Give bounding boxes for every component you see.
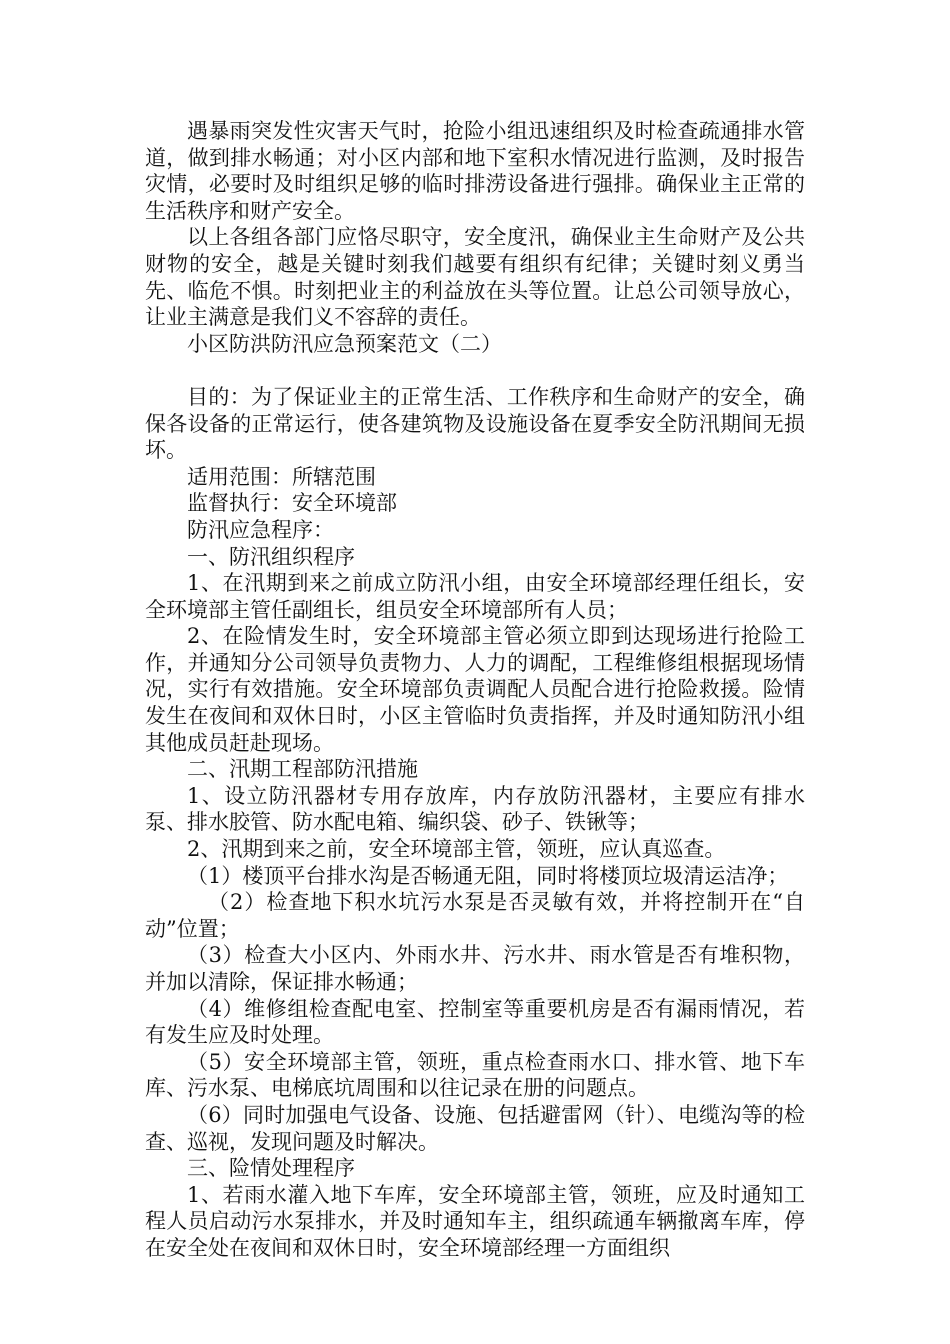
paragraph-duty-statement: 以上各组各部门应恪尽职守，安全度汛，确保业主生命财产及公共财物的安全，越是关键时刻我们越要有组织有纪律；关键时刻义勇当先、临危不惧。时刻把业主的利益放在头等位置。让总公司领导放心，让业主满意是我们义不容辞的责任。 bbox=[145, 225, 805, 330]
heading-organization: 一、防汛组织程序 bbox=[187, 544, 355, 569]
paragraph-check-4: （4）维修组检查配电室、控制室等重要机房是否有漏雨情况，若有发生应及时处理。 bbox=[145, 996, 805, 1048]
paragraph-scope: 适用范围：所辖范围 bbox=[187, 464, 376, 489]
paragraph-procedure-heading: 防汛应急程序： bbox=[187, 517, 334, 542]
paragraph-measures-2: 2、汛期到来之前，安全环境部主管，领班，应认真巡查。 bbox=[187, 837, 726, 862]
document-page bbox=[145, 118, 805, 1262]
paragraph-check-1: （1）楼顶平台排水沟是否畅通无阻，同时将楼顶垃圾清运洁净； bbox=[187, 863, 789, 888]
heading-hazard-handling: 三、险情处理程序 bbox=[187, 1156, 355, 1181]
blank-line bbox=[145, 357, 805, 384]
paragraph-supervision: 监督执行：安全环境部 bbox=[187, 491, 397, 516]
paragraph-check-3: （3）检查大小区内、外雨水井、污水井、雨水管是否有堆积物，并加以清除，保证排水畅通； bbox=[145, 943, 805, 994]
paragraph-org-1: 1、在汛期到来之前成立防汛小组，由安全环境部经理任组长，安全环境部主管任副组长，组员安全环境部所有人员； bbox=[145, 571, 805, 622]
section-title: 小区防洪防汛应急预案范文（二） bbox=[187, 331, 502, 356]
paragraph-hazard-1: 1、若雨水灌入地下车库，安全环境部主管，领班，应及时通知工程人员启动污水泵排水，并及时通知车主，组织疏通车辆撤离车库，停在安全处在夜间和双休日时，安全环境部经理一方面组织 bbox=[145, 1182, 805, 1260]
paragraph-purpose: 目的：为了保证业主的正常生活、工作秩序和生命财产的安全，确保各设备的正常运行，使各建筑物及设施设备在夏季安全防汛期间无损坏。 bbox=[145, 384, 805, 463]
paragraph-org-2: 2、在险情发生时，安全环境部主管必须立即到达现场进行抢险工作，并通知分公司领导负责物力、人力的调配，工程维修组根据现场情况，实行有效措施。安全环境部负责调配人员配合进行抢险救援。险情发生在夜间和双休日时，小区主管临时负责指挥，并及时通知防汛小组其他成员赶赴现场。 bbox=[145, 624, 805, 755]
paragraph-storm-response: 遇暴雨突发性灾害天气时，抢险小组迅速组织及时检查疏通排水管道，做到排水畅通；对小区内部和地下室积水情况进行监测，及时报告灾情，必要时及时组织足够的临时排涝设备进行强排。确保业主正常的生活秩序和财产安全。 bbox=[145, 119, 805, 223]
paragraph-check-5: （5）安全环境部主管，领班，重点检查雨水口、排水管、地下车库、污水泵、电梯底坑周围和以往记录在册的问题点。 bbox=[145, 1049, 805, 1101]
paragraph-check-2: （2）检查地下积水坑污水泵是否灵敏有效，并将控制开在“自动”位置； bbox=[145, 890, 805, 941]
paragraph-check-6: （6）同时加强电气设备、设施、包括避雷网（针）、电缆沟等的检查、巡视，发现问题及时解决。 bbox=[145, 1102, 805, 1154]
heading-measures: 二、汛期工程部防汛措施 bbox=[187, 757, 418, 782]
paragraph-measures-1: 1、设立防汛器材专用存放库，内存放防汛器材，主要应有排水泵、排水胶管、防水配电箱、编织袋、砂子、铁锹等； bbox=[145, 783, 805, 835]
